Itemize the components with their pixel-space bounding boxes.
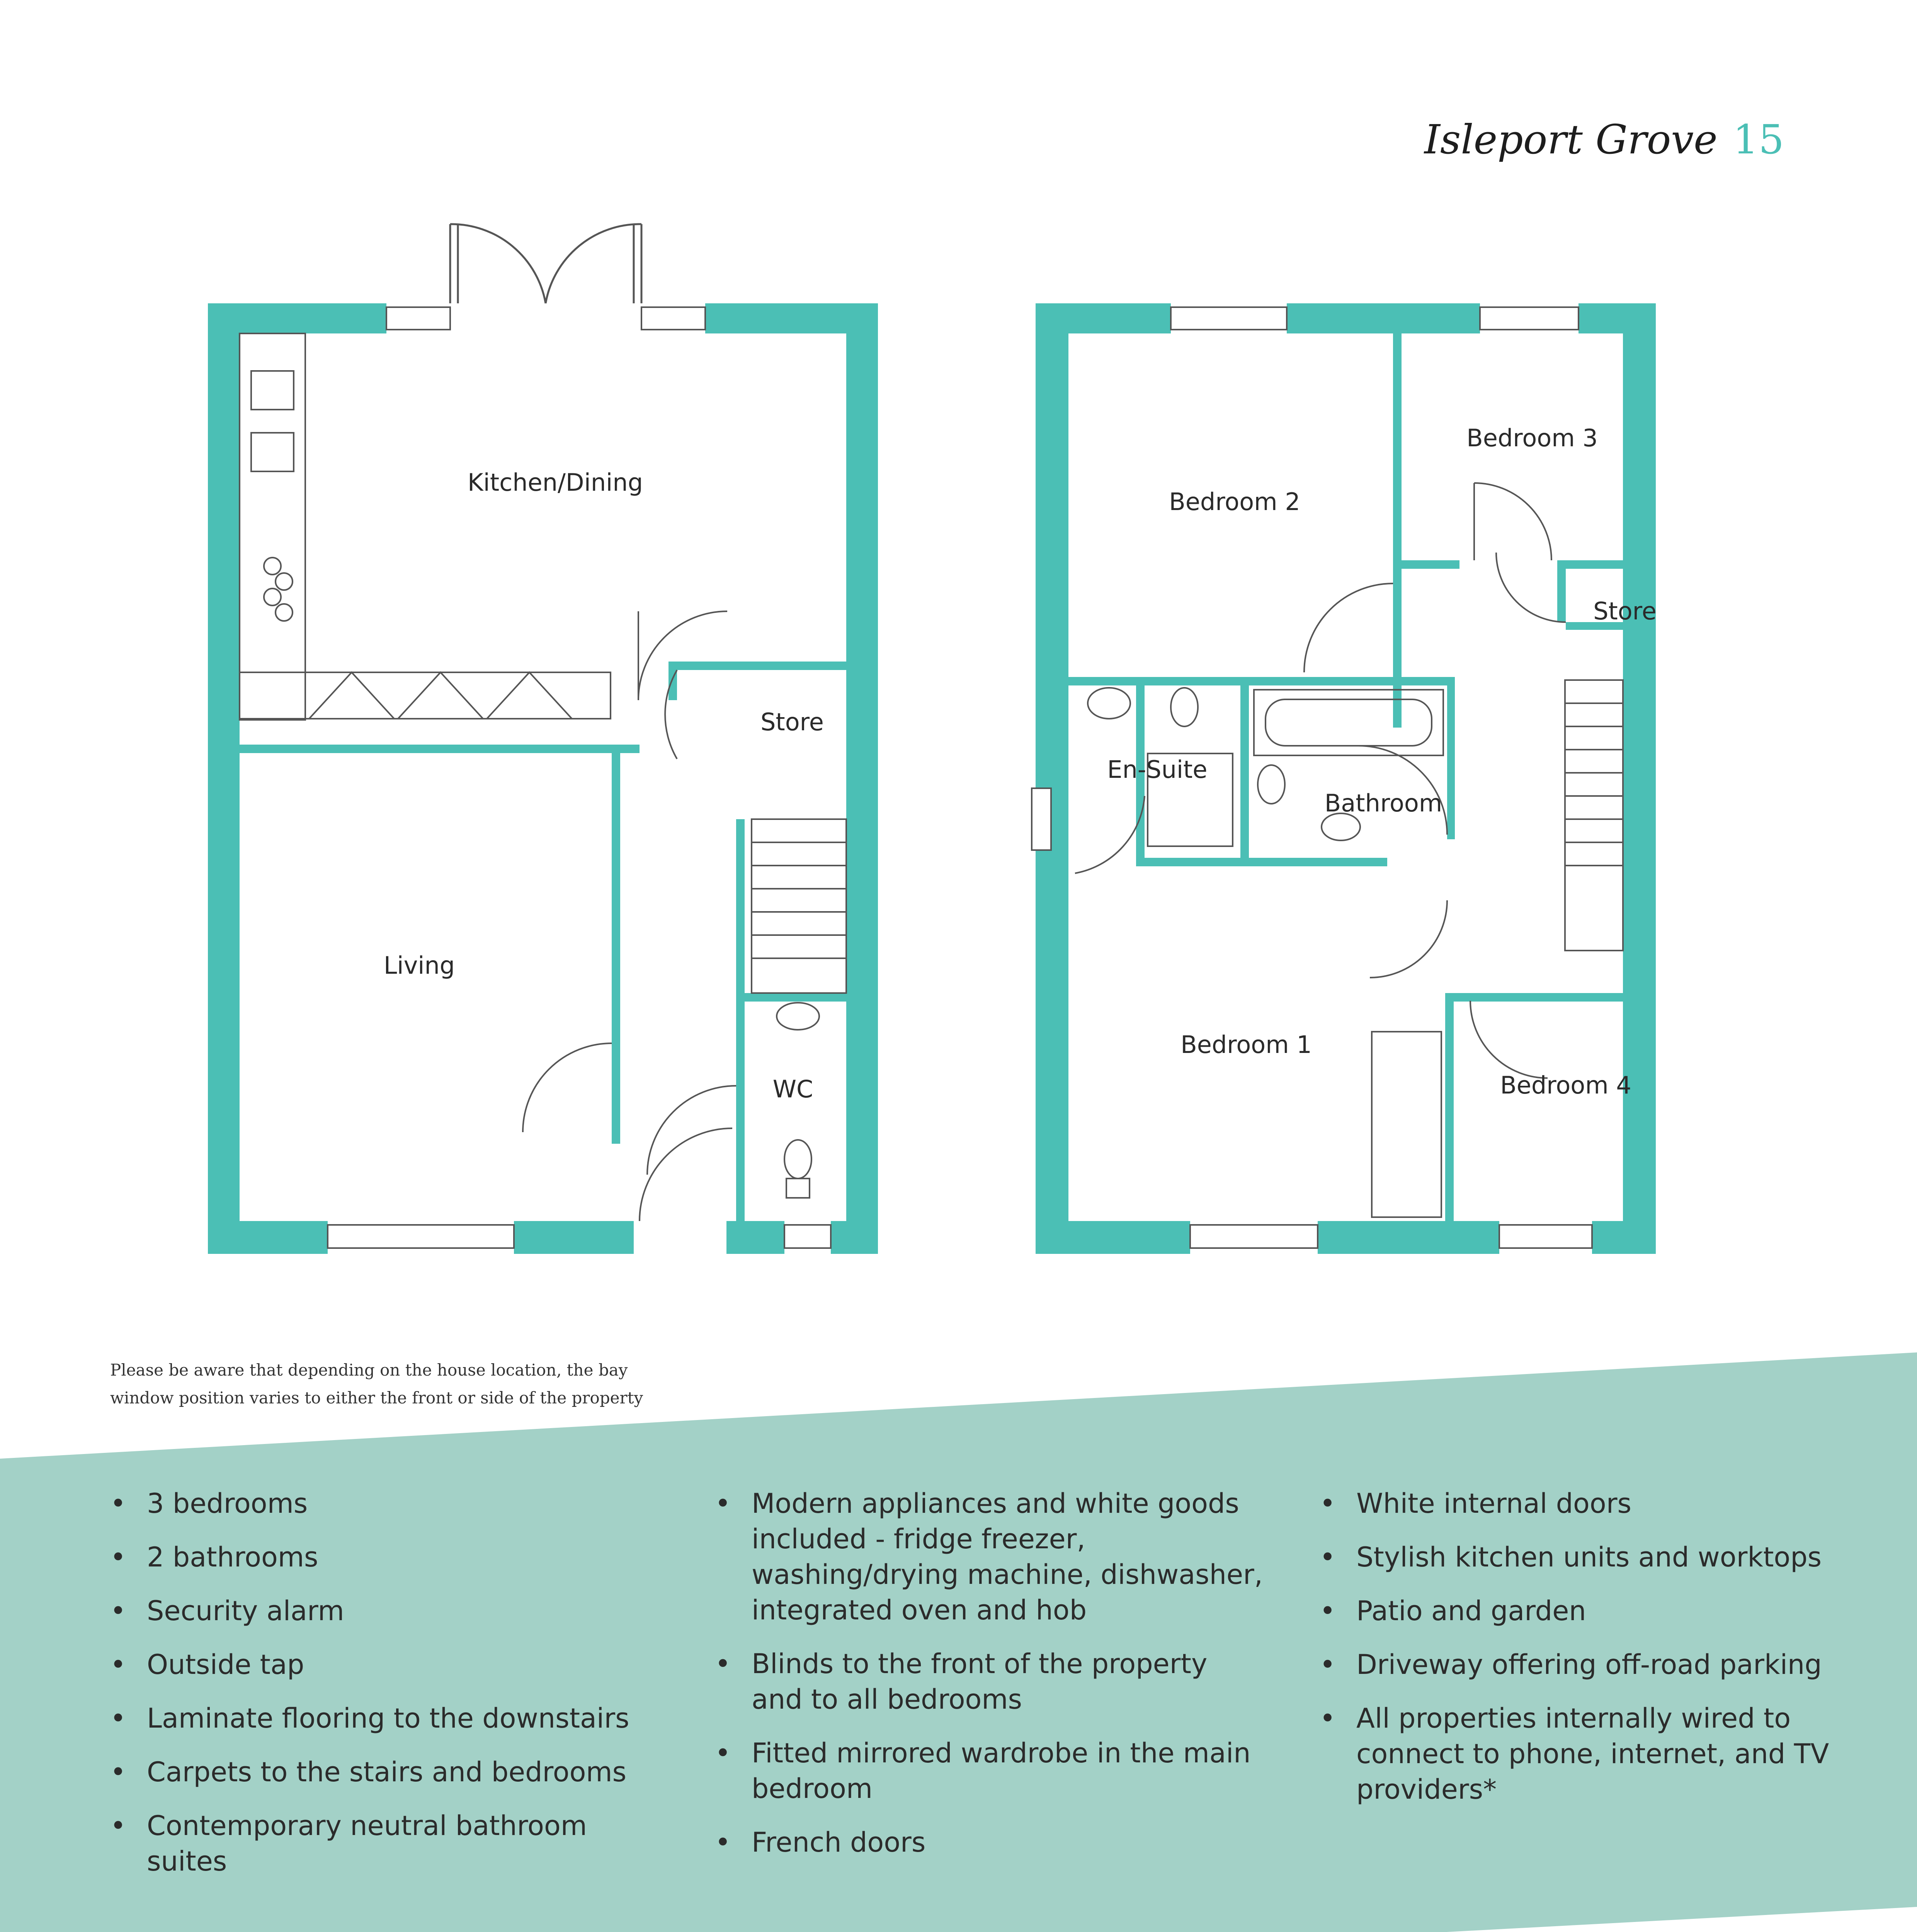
label-bedroom-2: Bedroom 2 bbox=[1169, 488, 1300, 516]
floor-plans bbox=[0, 216, 1917, 1260]
feature-item: • All properties internally wired to connect to phone, internet, and TV providers* bbox=[1320, 1701, 1868, 1807]
feature-item: • White internal doors bbox=[1320, 1486, 1868, 1521]
label-bedroom-3: Bedroom 3 bbox=[1466, 424, 1598, 452]
feature-item: • Modern appliances and white goods included - fridge freezer, washing/drying machine, dishwasher, integrated oven and hob bbox=[715, 1486, 1264, 1628]
features-column-1 bbox=[110, 1486, 659, 1897]
feature-item: • Blinds to the front of the property and to all bedrooms bbox=[715, 1646, 1264, 1717]
label-ground-store: Store bbox=[760, 708, 824, 736]
development-name: Isleport Grove bbox=[1424, 116, 1718, 163]
feature-item: • Laminate flooring to the downstairs bbox=[110, 1701, 659, 1736]
feature-item: • 2 bathrooms bbox=[110, 1539, 659, 1575]
feature-item: • Fitted mirrored wardrobe in the main bedroom bbox=[715, 1735, 1264, 1806]
feature-item: • Carpets to the stairs and bedrooms bbox=[110, 1754, 659, 1790]
page-number: 15 bbox=[1733, 116, 1784, 163]
feature-item: • Security alarm bbox=[110, 1593, 659, 1629]
features-column-3 bbox=[1320, 1486, 1868, 1825]
label-first-store: Store bbox=[1593, 597, 1657, 625]
label-living: Living bbox=[383, 951, 455, 980]
feature-item: • Patio and garden bbox=[1320, 1593, 1868, 1629]
feature-item: • Driveway offering off-road parking bbox=[1320, 1647, 1868, 1682]
features-column-2 bbox=[715, 1486, 1264, 1878]
feature-item: • French doors bbox=[715, 1825, 1264, 1860]
label-bedroom-4: Bedroom 4 bbox=[1500, 1071, 1631, 1099]
feature-item: • Contemporary neutral bathroom suites bbox=[110, 1808, 659, 1879]
ground-floor-plan bbox=[208, 224, 878, 1254]
label-bathroom: Bathroom bbox=[1324, 789, 1442, 817]
feature-item: • 3 bedrooms bbox=[110, 1486, 659, 1521]
label-kitchen-dining: Kitchen/Dining bbox=[467, 468, 643, 497]
feature-item: • Outside tap bbox=[110, 1647, 659, 1682]
page-header bbox=[1424, 116, 1784, 163]
label-bedroom-1: Bedroom 1 bbox=[1180, 1031, 1312, 1059]
first-floor-plan bbox=[1032, 303, 1657, 1254]
label-en-suite: En-Suite bbox=[1107, 755, 1208, 784]
bay-window-note: Please be aware that depending on the house location, the bay window position varies to either the front or side of the property bbox=[110, 1361, 643, 1407]
label-wc: WC bbox=[772, 1075, 813, 1103]
feature-item: • Stylish kitchen units and worktops bbox=[1320, 1539, 1868, 1575]
